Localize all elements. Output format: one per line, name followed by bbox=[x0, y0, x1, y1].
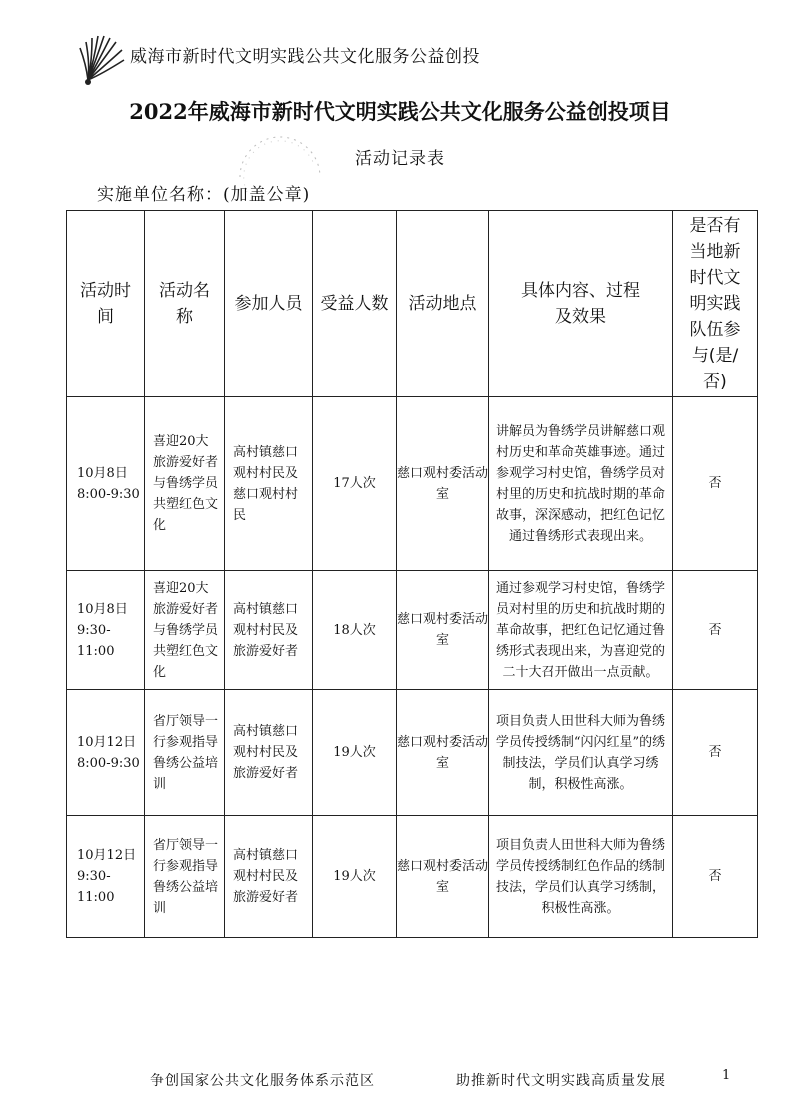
activity-log-table bbox=[66, 210, 758, 938]
row-beneficiaries: 19人次 bbox=[313, 690, 397, 816]
table-row bbox=[67, 397, 758, 571]
unit-label: 实施单位名称：(加盖公章) bbox=[97, 185, 311, 205]
row-time: 10月12日 9:30-11:00 bbox=[67, 816, 145, 938]
table-row bbox=[67, 571, 758, 690]
logo-icon bbox=[78, 30, 126, 88]
row-beneficiaries: 18人次 bbox=[313, 571, 397, 690]
header-name: 活动名称 bbox=[145, 211, 225, 397]
footer-slogan-left: 争创国家公共文化服务体系示范区 bbox=[150, 1073, 375, 1089]
row-team: 否 bbox=[673, 571, 758, 690]
header-beneficiaries: 受益人数 bbox=[313, 211, 397, 397]
header-time: 活动时间 bbox=[67, 211, 145, 397]
row-time: 10月12日 8:00-9:30 bbox=[67, 690, 145, 816]
row-content: 项目负责人田世科大师为鲁绣学员传授绣制红色作品的绣制技法，学员们认真学习绣制，积极性高涨。 bbox=[489, 816, 673, 938]
row-name: 省厅领导一行参观指导鲁绣公益培训 bbox=[145, 690, 225, 816]
row-participants: 高村镇慈口观村村民及旅游爱好者 bbox=[225, 571, 313, 690]
row-location: 慈口观村委活动室 bbox=[397, 571, 489, 690]
table-row bbox=[67, 816, 758, 938]
row-beneficiaries: 19人次 bbox=[313, 816, 397, 938]
row-participants: 高村镇慈口观村村民及旅游爱好者 bbox=[225, 816, 313, 938]
row-content: 项目负责人田世科大师为鲁绣学员传授绣制“闪闪红星”的绣制技法，学员们认真学习绣制，积极性高涨。 bbox=[489, 690, 673, 816]
row-name: 喜迎20大旅游爱好者与鲁绣学员共塑红色文化 bbox=[145, 397, 225, 571]
document-subtitle: 活动记录表 bbox=[355, 149, 445, 169]
row-content: 讲解员为鲁绣学员讲解慈口观村历史和革命英雄事迹。通过参观学习村史馆，鲁绣学员对村里的历史和抗战时期的革命故事，深深感动，把红色记忆通过鲁绣形式表现出来。 bbox=[489, 397, 673, 571]
org-name: 威海市新时代文明实践公共文化服务公益创投 bbox=[130, 47, 480, 67]
row-participants: 高村镇慈口观村村民及慈口观村村民 bbox=[225, 397, 313, 571]
row-content: 通过参观学习村史馆，鲁绣学员对村里的历史和抗战时期的革命故事，把红色记忆通过鲁绣形式表现出来，为喜迎党的二十大召开做出一点贡献。 bbox=[489, 571, 673, 690]
row-team: 否 bbox=[673, 397, 758, 571]
document-title: 2022年威海市新时代文明实践公共文化服务公益创投项目 bbox=[129, 99, 671, 124]
header-participants: 参加人员 bbox=[225, 211, 313, 397]
page-number: 1 bbox=[722, 1068, 731, 1083]
row-beneficiaries: 17人次 bbox=[313, 397, 397, 571]
row-time: 10月8日 8:00-9:30 bbox=[67, 397, 145, 571]
header-content: 具体内容、过程及效果 bbox=[489, 211, 673, 397]
row-name: 省厅领导一行参观指导鲁绣公益培训 bbox=[145, 816, 225, 938]
row-team: 否 bbox=[673, 690, 758, 816]
row-location: 慈口观村委活动室 bbox=[397, 397, 489, 571]
row-time: 10月8日 9:30-11:00 bbox=[67, 571, 145, 690]
row-participants: 高村镇慈口观村村民及旅游爱好者 bbox=[225, 690, 313, 816]
row-name: 喜迎20大旅游爱好者与鲁绣学员共塑红色文化 bbox=[145, 571, 225, 690]
footer-slogan-right: 助推新时代文明实践高质量发展 bbox=[456, 1073, 666, 1089]
row-location: 慈口观村委活动室 bbox=[397, 816, 489, 938]
table-header-row bbox=[67, 211, 758, 397]
table-row bbox=[67, 690, 758, 816]
row-location: 慈口观村委活动室 bbox=[397, 690, 489, 816]
document-header bbox=[78, 30, 778, 90]
header-location: 活动地点 bbox=[397, 211, 489, 397]
row-team: 否 bbox=[673, 816, 758, 938]
header-team: 是否有当地新时代文明实践队伍参与(是/否) bbox=[673, 211, 758, 397]
